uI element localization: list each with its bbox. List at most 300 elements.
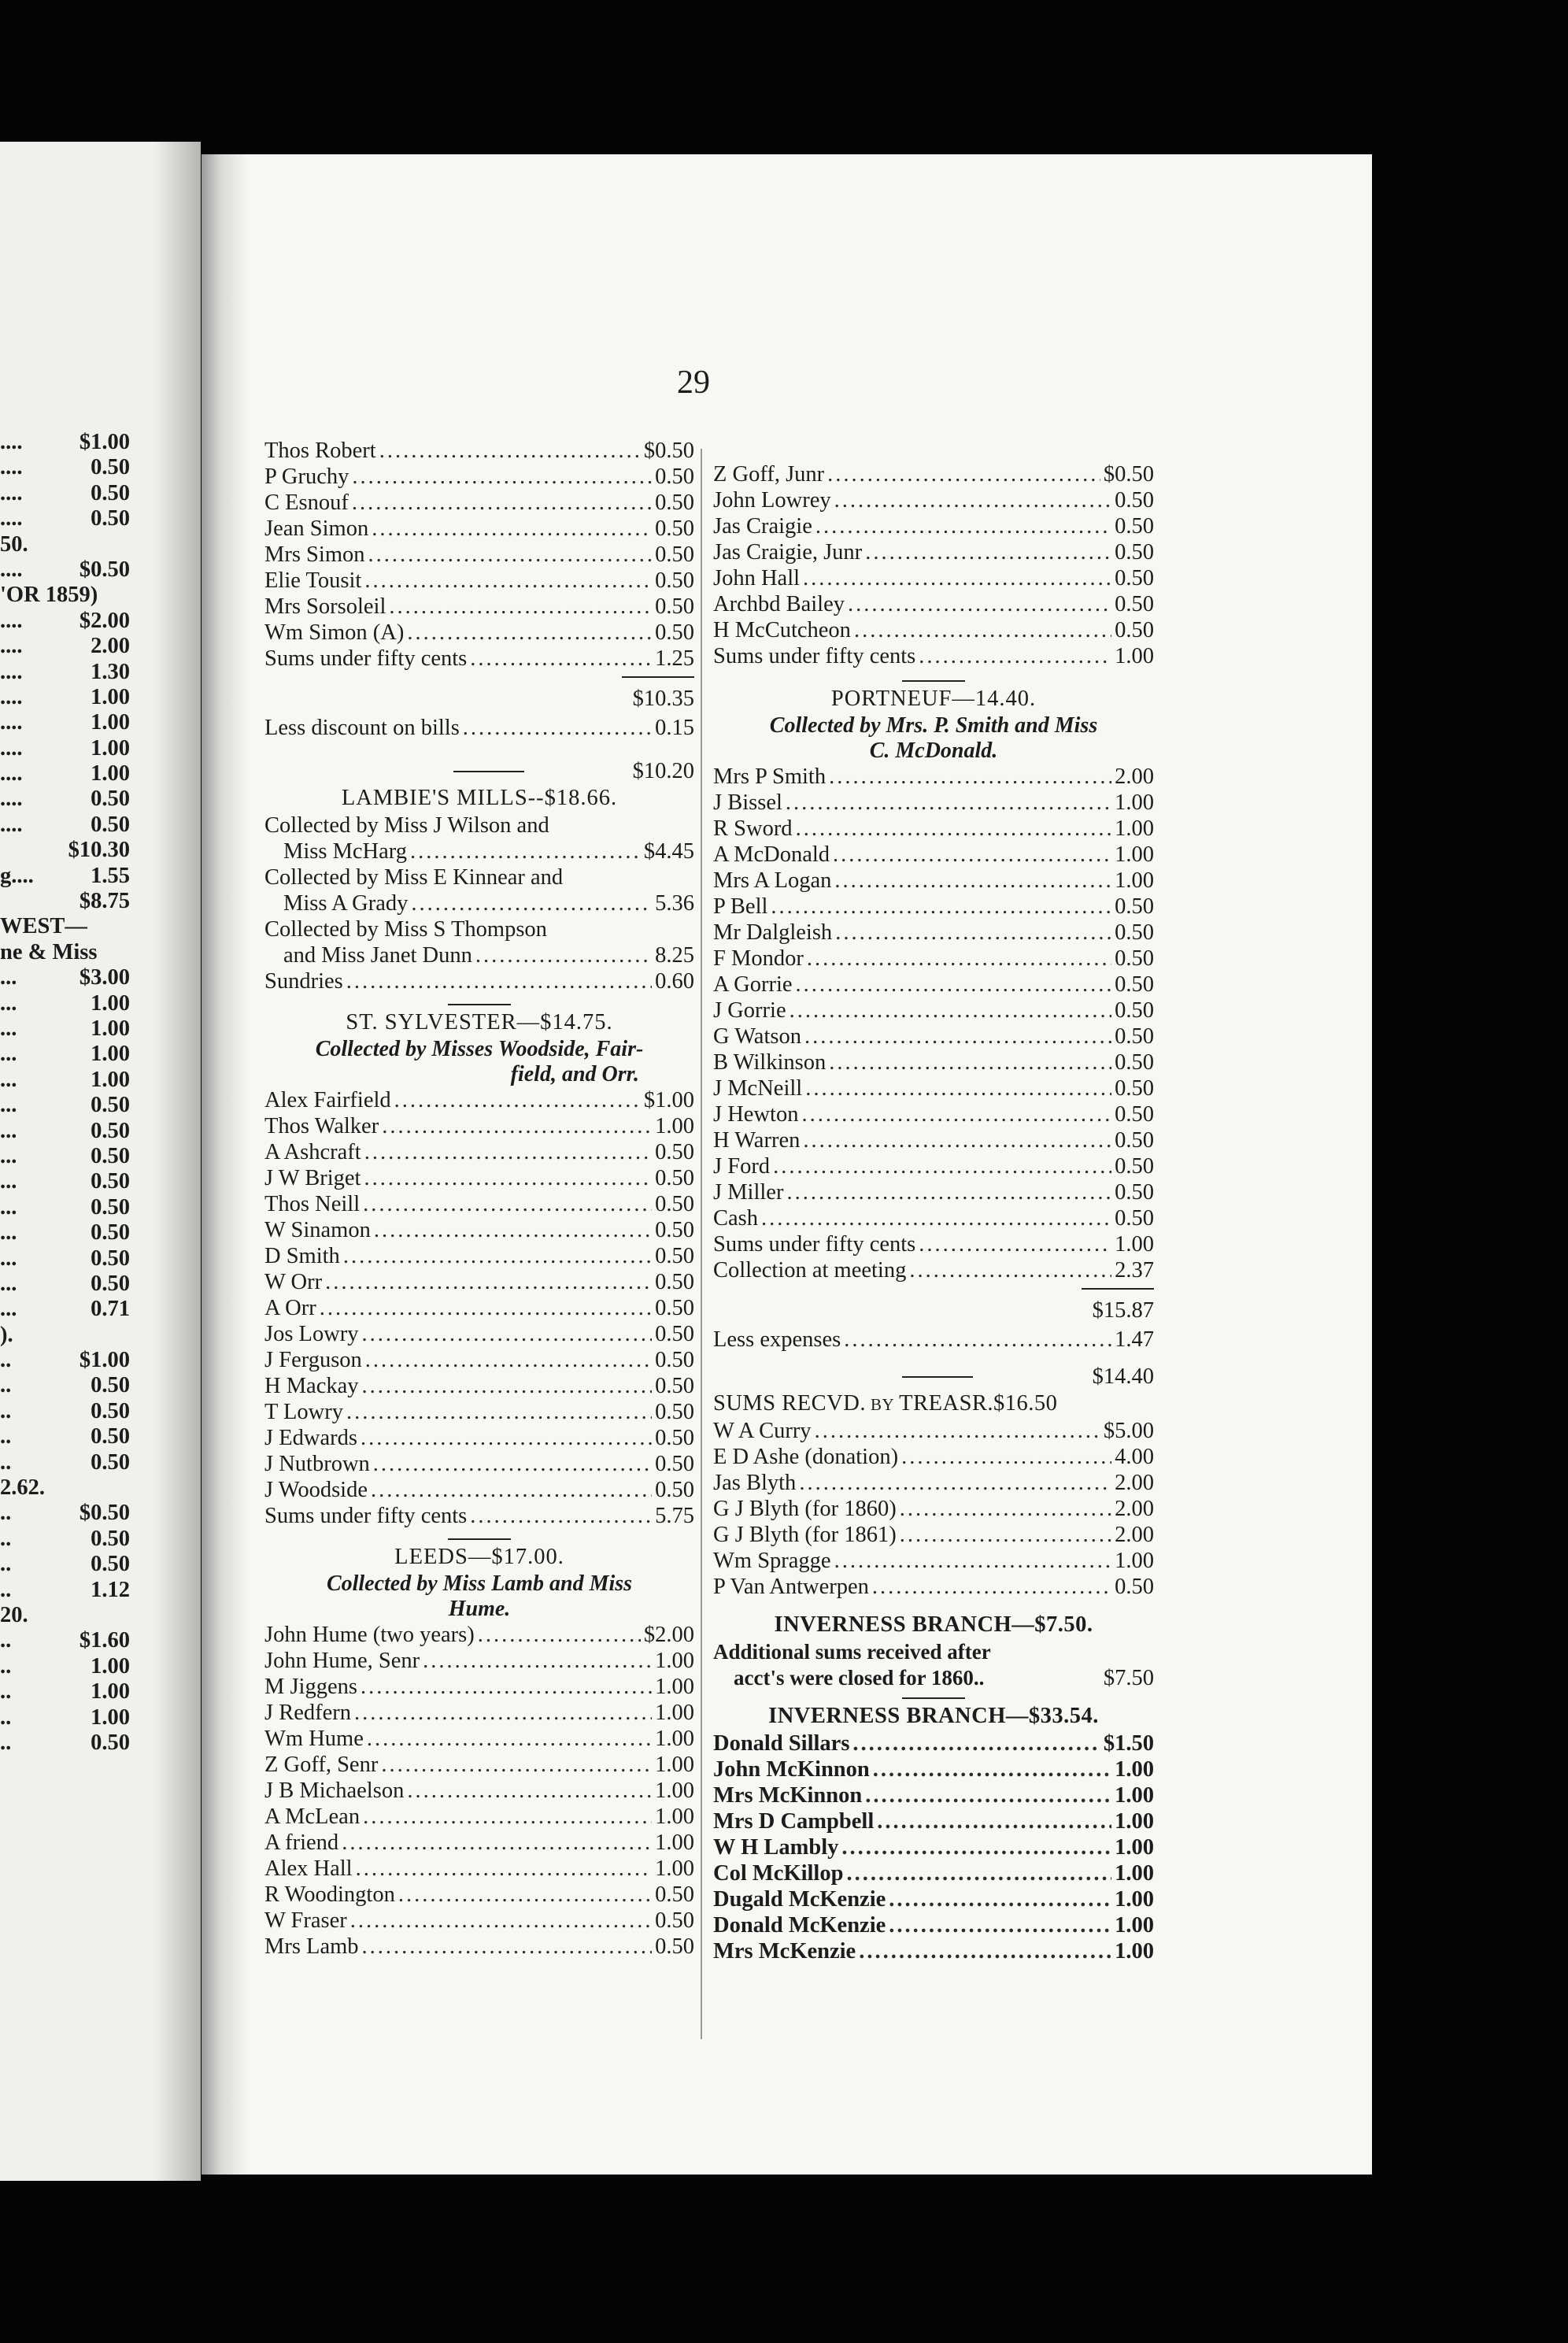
- dot-leader: [909, 1257, 1111, 1283]
- dot-leader: [350, 1908, 652, 1934]
- entry-name: Jean Simon: [264, 516, 369, 541]
- entry-name: Z Goff, Senr: [264, 1753, 379, 1777]
- entry-name: W H Lambly: [713, 1835, 839, 1860]
- fragment-amount: $0.50: [79, 1501, 130, 1526]
- fragment-label: ...: [0, 1016, 17, 1041]
- entry-amount: 0.15: [655, 716, 694, 740]
- ledger-row: [264, 490, 694, 516]
- fragment-label: ..: [0, 1398, 12, 1423]
- dot-leader: [771, 894, 1111, 920]
- treasurer-entries: [713, 1418, 1154, 1600]
- entry-name: Col McKillop: [713, 1861, 844, 1886]
- ledger-row: [713, 1179, 1154, 1205]
- entry-name: Mrs Sorsoleil: [264, 594, 386, 619]
- entry-name: H McCutcheon: [713, 618, 851, 642]
- fragment-amount: 1.00: [91, 1042, 130, 1067]
- entry-amount: 0.50: [655, 490, 694, 515]
- dot-leader: [362, 1934, 653, 1960]
- previous-page-column: [0, 430, 130, 1756]
- entry-name: Wm Spragge: [713, 1549, 831, 1573]
- fragment-amount: 0.50: [91, 1271, 130, 1296]
- dot-leader: [382, 1113, 652, 1139]
- subtotal-amount: $15.87: [1092, 1298, 1154, 1323]
- fragment-amount: 0.50: [91, 1220, 130, 1246]
- dot-leader: [801, 1101, 1111, 1127]
- entry-amount: 0.50: [655, 1270, 694, 1294]
- subtotal-row: [264, 686, 694, 712]
- entry-name: H Mackay: [264, 1374, 359, 1398]
- treasurer-heading: [713, 1390, 1154, 1418]
- fragment-label: ne & Miss: [0, 939, 98, 964]
- entry-amount: 1.00: [1115, 790, 1154, 815]
- fragment-amount: $1.00: [79, 430, 130, 454]
- entry-name: Donald Sillars: [713, 1731, 850, 1756]
- ledger-row: [713, 946, 1154, 972]
- entry-amount: 2.00: [1115, 1471, 1154, 1495]
- dot-leader: [829, 764, 1111, 790]
- inverness-note-row: [713, 1665, 1154, 1691]
- entry-name: Jas Blyth: [713, 1471, 797, 1495]
- fragment-amount: 1.00: [91, 1016, 130, 1041]
- dot-leader: [411, 890, 652, 916]
- ledger-row: [264, 890, 694, 916]
- fragment-row: [0, 1068, 130, 1093]
- fragment-row: [0, 1475, 130, 1501]
- entry-amount: 0.50: [1115, 514, 1154, 539]
- entry-name: J Edwards: [264, 1426, 357, 1450]
- ledger-row: [713, 513, 1154, 539]
- fragment-amount: $3.00: [79, 965, 130, 990]
- entry-amount: 1.00: [655, 1675, 694, 1699]
- dot-leader: [363, 1191, 652, 1217]
- entry-amount: 0.60: [655, 969, 694, 994]
- entry-amount: 0.50: [1115, 920, 1154, 945]
- ledger-row: [713, 1444, 1154, 1470]
- ledger-row: [264, 1425, 694, 1451]
- ledger-row: [713, 565, 1154, 591]
- sum-rule: [622, 676, 694, 678]
- ledger-row: [713, 1834, 1154, 1860]
- entry-name: Wm Hume: [264, 1727, 364, 1751]
- fragment-row: [0, 660, 130, 685]
- subtotal-amount: $10.35: [632, 687, 694, 711]
- entry-amount: 0.50: [1115, 1575, 1154, 1599]
- ledger-row: [264, 1477, 694, 1503]
- dot-leader: [463, 715, 652, 741]
- fragment-amount: 0.50: [91, 1552, 130, 1577]
- entry-amount: 0.50: [655, 516, 694, 541]
- ledger-row: [713, 1023, 1154, 1049]
- ledger-row: [713, 1049, 1154, 1075]
- fragment-label: ...: [0, 1093, 17, 1118]
- fragment-label: ..: [0, 1449, 12, 1475]
- fragment-row: [0, 838, 130, 863]
- fragment-label: 2.62.: [0, 1475, 45, 1501]
- ledger-row: [713, 1075, 1154, 1101]
- entry-amount: $5.00: [1103, 1419, 1154, 1443]
- dot-leader: [889, 1912, 1111, 1938]
- dot-leader: [364, 568, 652, 594]
- ledger-row: [264, 1830, 694, 1856]
- dot-leader: [410, 838, 641, 864]
- fragment-label: ...: [0, 1042, 17, 1067]
- fragment-label: 'OR 1859): [0, 583, 98, 608]
- entry-name: Sundries: [264, 969, 343, 994]
- ledger-row: [264, 1399, 694, 1425]
- fragment-row: [0, 1271, 130, 1297]
- entry-amount: 1.00: [655, 1701, 694, 1725]
- ledger-row: [264, 464, 694, 490]
- entry-name: J Ford: [713, 1154, 771, 1179]
- ledger-row: [264, 1674, 694, 1700]
- entry-name: Mrs Simon: [264, 542, 365, 567]
- entry-amount: 1.00: [1115, 1232, 1154, 1257]
- entry-name: B Wilkinson: [713, 1050, 827, 1075]
- fragment-row: [0, 1603, 130, 1628]
- entry-amount: 5.75: [655, 1504, 694, 1528]
- fragment-label: ....: [0, 787, 23, 812]
- ledger-row: [713, 1205, 1154, 1231]
- fragment-amount: 0.50: [91, 1143, 130, 1168]
- entry-amount: 0.50: [655, 1218, 694, 1242]
- entry-name: Archbd Bailey: [713, 592, 845, 616]
- entry-name: F Mondor: [713, 946, 804, 971]
- entry-name: E D Ashe (donation): [713, 1445, 899, 1469]
- fragment-row: [0, 1373, 130, 1398]
- fragment-row: [0, 609, 130, 634]
- fragment-amount: 1.55: [91, 863, 130, 888]
- leeds-entries: [264, 1622, 694, 1960]
- ledger-row: [713, 1470, 1154, 1496]
- entry-amount: 0.50: [655, 1908, 694, 1933]
- ledger-row: [264, 1908, 694, 1934]
- inverness-entries: [713, 1730, 1154, 1964]
- entry-amount: 1.00: [655, 1804, 694, 1829]
- entry-amount: 1.00: [1115, 1783, 1154, 1808]
- fragment-label: ..: [0, 1705, 12, 1730]
- dot-leader: [373, 1451, 652, 1477]
- ledger-row: [264, 1217, 694, 1243]
- entry-amount: 0.50: [655, 1400, 694, 1424]
- collected-by-line: Collected by Miss S Thompson: [264, 917, 547, 942]
- entry-name: Less expenses: [713, 1327, 841, 1352]
- fragment-row: [0, 634, 130, 659]
- net-amount: $10.20: [632, 759, 694, 783]
- fragment-label: ..: [0, 1424, 12, 1449]
- ledger-row: [264, 1373, 694, 1399]
- dot-leader: [761, 1205, 1111, 1231]
- fragment-amount: 1.00: [91, 1705, 130, 1730]
- entry-name: M Jiggens: [264, 1675, 357, 1699]
- dot-leader: [844, 1327, 1111, 1353]
- entry-amount: 0.50: [1115, 1154, 1154, 1179]
- ledger-row: [264, 438, 694, 464]
- fragment-row: [0, 1093, 130, 1118]
- fragment-label: ..: [0, 1653, 12, 1679]
- entry-name: Dugald McKenzie: [713, 1887, 886, 1912]
- fragment-row: [0, 1552, 130, 1577]
- entry-name: Miss A Grady: [283, 891, 409, 916]
- entry-name: Jos Lowry: [264, 1322, 359, 1346]
- entry-name: Alex Hall: [264, 1856, 353, 1881]
- dot-leader: [407, 620, 652, 646]
- heading-text-small: BY: [870, 1395, 895, 1414]
- dot-leader: [841, 1834, 1111, 1860]
- dot-leader: [804, 1023, 1111, 1049]
- ledger-row: [713, 1730, 1154, 1756]
- entry-amount: 1.25: [655, 646, 694, 671]
- fragment-amount: 1.00: [91, 684, 130, 709]
- lambies-entries: [264, 812, 694, 968]
- section-rule: [902, 680, 965, 682]
- ledger-row: [264, 1752, 694, 1778]
- entry-name: Sums under fifty cents: [713, 1232, 916, 1257]
- entry-name: Donald McKenzie: [713, 1913, 886, 1938]
- ledger-row: [713, 1782, 1154, 1808]
- dot-leader: [352, 490, 652, 516]
- dot-leader: [325, 1269, 652, 1295]
- entry-amount: 0.50: [1115, 946, 1154, 971]
- fragment-amount: 0.50: [91, 455, 130, 480]
- entry-name: A Gorrie: [713, 972, 793, 997]
- ledger-row: [264, 1804, 694, 1830]
- entry-amount: 0.50: [1115, 592, 1154, 616]
- entry-amount: 1.00: [1115, 842, 1154, 867]
- fragment-amount: 0.50: [91, 1449, 130, 1475]
- dot-leader: [407, 1778, 652, 1804]
- fragment-amount: 0.50: [91, 1730, 130, 1755]
- dot-leader: [356, 1856, 653, 1882]
- entry-name: A friend: [264, 1830, 339, 1855]
- entry-name: Wm Simon (A): [264, 620, 405, 645]
- entry-amount: 0.50: [1115, 1076, 1154, 1101]
- entry-amount: $0.50: [643, 439, 694, 463]
- column-left: [264, 438, 694, 1960]
- entry-name: Sums under fifty cents: [264, 1504, 468, 1528]
- fragment-amount: 0.50: [91, 480, 130, 505]
- fragment-amount: 0.50: [91, 1526, 130, 1551]
- ledger-row: [264, 1700, 694, 1726]
- fragment-label: ..: [0, 1730, 12, 1755]
- fragment-row: [0, 1220, 130, 1246]
- entry-amount: 0.50: [655, 1374, 694, 1398]
- entry-amount: 2.00: [1115, 1497, 1154, 1521]
- entry-amount: 1.00: [655, 1753, 694, 1777]
- dot-leader: [872, 1574, 1111, 1600]
- fragment-row: [0, 965, 130, 990]
- fragment-amount: $0.50: [79, 557, 130, 582]
- entry-amount: 0.50: [655, 1452, 694, 1476]
- ledger-row: [264, 1191, 694, 1217]
- fragment-amount: 1.00: [91, 735, 130, 761]
- fragment-amount: 0.50: [91, 1093, 130, 1118]
- ledger-row: [713, 1257, 1154, 1283]
- column-divider: [701, 449, 702, 2039]
- dot-leader: [389, 594, 652, 620]
- st-sylvester-entries: [264, 1087, 694, 1529]
- dot-leader: [834, 487, 1112, 513]
- entry-amount: 1.00: [1115, 1913, 1154, 1938]
- entry-amount: $2.00: [643, 1623, 694, 1647]
- fragment-label: 20.: [0, 1602, 28, 1627]
- fragment-amount: 1.30: [91, 659, 130, 684]
- dot-leader: [859, 1938, 1111, 1964]
- entry-name: John Hume (two years): [264, 1623, 475, 1647]
- fragment-row: [0, 1424, 130, 1449]
- fragment-amount: 1.12: [91, 1577, 130, 1602]
- ledger-row: [713, 842, 1154, 868]
- ledger-row: [264, 1321, 694, 1347]
- entry-name: J Miller: [713, 1180, 784, 1205]
- dot-leader: [796, 816, 1112, 842]
- entry-name: John Lowrey: [713, 488, 831, 513]
- ledger-row: [264, 516, 694, 542]
- fragment-amount: 2.00: [91, 634, 130, 659]
- section-rule: [902, 1376, 973, 1378]
- fragment-label: ..: [0, 1501, 12, 1526]
- fragment-label: ....: [0, 430, 23, 454]
- fragment-amount: 0.50: [91, 1118, 130, 1143]
- entry-amount: 0.50: [655, 542, 694, 567]
- expenses-row: [713, 1327, 1154, 1353]
- dot-leader: [346, 1399, 652, 1425]
- leeds-heading: LEEDS—$17.00.: [394, 1545, 564, 1569]
- ledger-row: [264, 1648, 694, 1674]
- entry-name: Less discount on bills: [264, 716, 460, 740]
- fragment-row: [0, 1578, 130, 1603]
- fragment-row: [0, 1730, 130, 1756]
- entry-name: Cash: [713, 1206, 758, 1231]
- ledger-row: [264, 1347, 694, 1373]
- dot-leader: [846, 1860, 1111, 1886]
- dot-leader: [364, 1139, 652, 1165]
- fragment-label: ....: [0, 634, 23, 659]
- entry-amount: $1.00: [643, 1088, 694, 1112]
- fragment-label: ....: [0, 812, 23, 837]
- entry-name: Mrs Lamb: [264, 1934, 359, 1959]
- entry-amount: 0.50: [1115, 972, 1154, 997]
- lambies-mills-heading: LAMBIE'S MILLS--$18.66.: [341, 786, 618, 810]
- fragment-row: [0, 889, 130, 914]
- fragment-row: [0, 506, 130, 531]
- dot-leader: [852, 1730, 1100, 1756]
- collected-by-line: Collected by Misses Woodside, Fair-: [315, 1037, 644, 1061]
- ledger-row: [264, 646, 694, 672]
- entry-amount: 0.50: [1115, 1102, 1154, 1127]
- entry-name: Mrs A Logan: [713, 868, 832, 893]
- entry-amount: 0.50: [655, 1322, 694, 1346]
- entry-amount: 0.50: [1115, 566, 1154, 590]
- entry-name: J B Michaelson: [264, 1779, 405, 1803]
- dot-leader: [371, 1477, 652, 1503]
- ledger-row: [713, 1886, 1154, 1912]
- entry-name: and Miss Janet Dunn: [283, 943, 472, 968]
- dot-leader: [361, 1425, 652, 1451]
- fragment-label: ...: [0, 1169, 17, 1194]
- entry-amount: 1.00: [1115, 1887, 1154, 1912]
- entry-amount: 0.50: [1115, 1128, 1154, 1153]
- ledger-row: [264, 1778, 694, 1804]
- ledger-row: [713, 461, 1154, 487]
- ledger-row: [713, 868, 1154, 894]
- entry-name: P Bell: [713, 894, 768, 919]
- fragment-label: ..: [0, 1526, 12, 1551]
- entry-name: R Sword: [713, 816, 793, 841]
- collected-by-line: Hume.: [448, 1597, 511, 1621]
- section-rule: [902, 1697, 965, 1699]
- ledger-row: [264, 1451, 694, 1477]
- fragment-label: ...: [0, 1271, 17, 1296]
- dot-leader: [786, 1179, 1111, 1205]
- fragment-label: ...: [0, 1194, 17, 1220]
- entry-amount: 1.00: [655, 1856, 694, 1881]
- dot-leader: [354, 1700, 652, 1726]
- sundries-row: [264, 968, 694, 994]
- entry-name: J Bissel: [713, 790, 782, 815]
- fragment-amount: 1.00: [91, 990, 130, 1016]
- dot-leader: [900, 1496, 1111, 1522]
- dot-leader: [827, 461, 1100, 487]
- entry-amount: 0.50: [655, 1140, 694, 1164]
- entry-name: Thos Neill: [264, 1192, 361, 1216]
- dot-leader: [470, 1503, 652, 1529]
- ledger-row: [713, 998, 1154, 1023]
- entry-name: W Orr: [264, 1270, 323, 1294]
- fragment-row: [0, 1501, 130, 1526]
- fragment-label: ...: [0, 990, 17, 1016]
- entry-amount: 0.50: [1115, 488, 1154, 513]
- dot-leader: [803, 1127, 1111, 1153]
- ledger-row: [713, 1127, 1154, 1153]
- fragment-row: [0, 710, 130, 735]
- entry-name: Collection at meeting: [713, 1258, 907, 1283]
- fragment-row: [0, 583, 130, 608]
- dot-leader: [372, 516, 652, 542]
- fragment-amount: $10.30: [68, 838, 130, 863]
- ledger-row: [713, 1574, 1154, 1600]
- fragment-label: ..: [0, 1552, 12, 1577]
- collected-by-line: Collected by Miss J Wilson and: [264, 813, 549, 838]
- dot-leader: [773, 1153, 1111, 1179]
- portneuf-heading: PORTNEUF—14.40.: [830, 687, 1037, 711]
- fragment-row: [0, 1527, 130, 1552]
- previous-page-fragment: [0, 142, 201, 2181]
- inverness-heading: INVERNESS BRANCH—$33.54.: [768, 1704, 1099, 1728]
- fragment-row: [0, 761, 130, 787]
- dot-leader: [361, 1674, 652, 1700]
- ledger-row: [264, 1165, 694, 1191]
- entry-name: Thos Walker: [264, 1114, 379, 1138]
- fragment-amount: $1.00: [79, 1348, 130, 1373]
- top-entry-list: [713, 461, 1154, 669]
- fragment-label: ....: [0, 710, 23, 735]
- dot-leader: [394, 1087, 641, 1113]
- entry-name: G J Blyth (for 1861): [713, 1523, 897, 1547]
- entry-name: Jas Craigie, Junr: [713, 540, 863, 564]
- discount-row: [264, 715, 694, 741]
- ledger-row: [713, 764, 1154, 790]
- entry-amount: 2.00: [1115, 764, 1154, 789]
- dot-leader: [900, 1522, 1111, 1548]
- dot-leader: [865, 539, 1111, 565]
- fragment-amount: 0.50: [91, 812, 130, 837]
- dot-leader: [362, 1321, 653, 1347]
- top-entry-list: [264, 438, 694, 672]
- fragment-label: ...: [0, 965, 17, 990]
- section-rule: [453, 771, 524, 772]
- entry-amount: 0.50: [655, 568, 694, 593]
- dot-leader: [834, 868, 1111, 894]
